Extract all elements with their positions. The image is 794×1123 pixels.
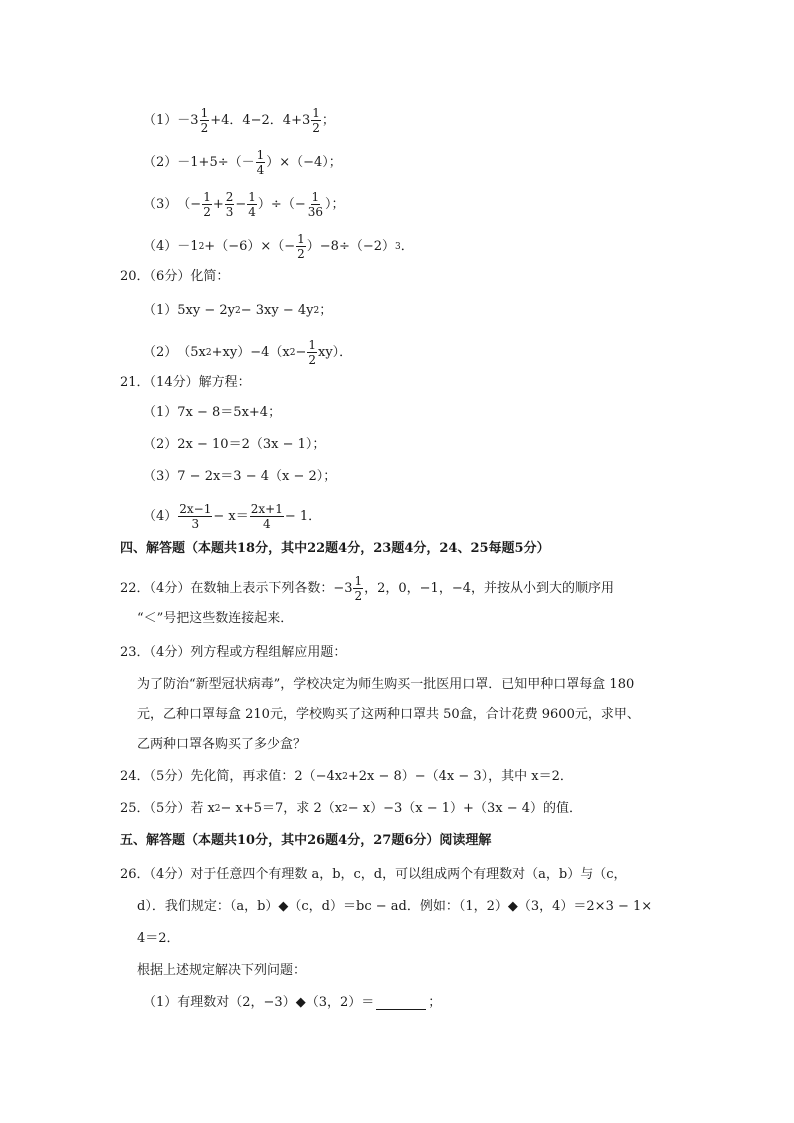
q23-line3: 乙两种口罩各购买了多少盒？: [137, 737, 307, 752]
fraction: $\frac{1}{2}$: [308, 338, 316, 367]
q20-part2: （2） （5x 2 +xy）−4（x 2 − $\frac{1}{2}$ xy）．: [143, 338, 353, 367]
section-4-heading: 四、解答题（本题共18分，其中22题4分，23题4分，24、25每题5分）: [120, 541, 550, 556]
q21-part1: （1）7x − 8＝5x+4；: [143, 405, 282, 420]
q21-part3: （3）7 − 2x＝3 − 4（x − 2）；: [143, 469, 337, 484]
q19-part1: （1） －3 $\frac{1}{2}$ +4．4−2．4+3 $\frac{1}{2}$ ；: [143, 106, 335, 135]
fraction: $\frac{1}{2}$: [297, 232, 305, 261]
q24: 24．（5分）先化简，再求值：2（−4x 2 +2x − 8）−（4x − 3），其中 x＝2．: [120, 769, 573, 784]
fraction: $\frac{1}{4}$: [248, 190, 256, 219]
q26-line1: 26．（4分）对于任意四个有理数 a，b，c，d，可以组成两个有理数对（a，b）与（c，: [120, 867, 627, 882]
q23-line2: 元，乙种口罩每盒 210元，学校购买了这两种口罩共 50盒，合计花费 9600元，求甲、: [137, 707, 640, 722]
fraction: $\frac{2}{3}$: [225, 190, 234, 219]
fraction: $\frac{2x+1}{4}$: [250, 502, 283, 531]
expr-text: －1+5÷（－: [177, 154, 255, 170]
fraction: $\frac{1}{2}$: [203, 190, 211, 219]
q22-line1: 22．（4分）在数轴上表示下列各数：−3 $\frac{1}{2}$ ，2，0，−1，−4，并按从小到大的顺序用: [120, 574, 614, 603]
fraction: $\frac{2x-1}{3}$: [179, 502, 212, 531]
q19-part2: [143, 148, 342, 177]
fraction: $\frac{1}{2}$: [354, 574, 363, 603]
q26-part1: （1）有理数对（2，−3）◆（3，2）＝ ；: [143, 995, 442, 1010]
q23-title: 23．（4分）列方程或方程组解应用题：: [120, 645, 347, 660]
q21-part2: （2）2x − 10＝2（3x − 1）；: [143, 437, 326, 452]
fraction: $\frac{1}{4}$: [256, 148, 265, 177]
q22-line2: “＜”号把这些数连接起来．: [137, 611, 294, 626]
q26-line3: 4＝2．: [137, 931, 180, 946]
expr-text: +4．4−2．4+3: [210, 112, 311, 128]
fraction: $\frac{1}{2}$: [312, 106, 320, 135]
q26-line4: 根据上述规定解决下列问题：: [137, 963, 307, 978]
answer-blank[interactable]: [376, 997, 426, 1010]
part-label: （4）: [143, 238, 178, 254]
q21-part4: （4） $\frac{2x-1}{3}$ − x＝ $\frac{2x+1}{4}$ − 1．: [143, 502, 322, 531]
q25: 25．（5分）若 x 2 − x+5＝7，求 2（x 2 − x）−3（x − 1）+（3x − 4）的值．: [120, 801, 582, 816]
expr-text: －3: [177, 112, 199, 128]
q19-part3: （3） （− $\frac{1}{2}$ + $\frac{2}{3}$ − $\frac{1}{4}$ ）÷（− $\frac{1}{36}$ ）；: [143, 190, 345, 219]
q20-part1: （1） 5xy − 2y 2 − 3xy − 4y 2 ；: [143, 303, 333, 318]
q21-title: 21．（14分）解方程：: [120, 375, 251, 390]
part-label: （3）: [143, 196, 178, 212]
q23-line1: 为了防治“新型冠状病毒”，学校决定为师生购买一批医用口罩．已知甲种口罩每盒 180: [137, 677, 635, 692]
part-label: （1）: [143, 112, 178, 128]
part-label: （2）: [143, 154, 178, 170]
expr-text: ）×（−4）；: [266, 154, 342, 170]
section-5-heading: 五、解答题（本题共10分，其中26题4分，27题6分）阅读理解: [120, 833, 492, 848]
q19-part4: （4） －1 2 +（−6）×（− $\frac{1}{2}$ ）−8÷（−2） 3 ．: [143, 232, 414, 261]
fraction: $\frac{1}{36}$: [307, 190, 323, 219]
fraction: $\frac{1}{2}$: [200, 106, 209, 135]
q20-title: 20．（6分）化简：: [120, 269, 230, 284]
q26-line2: d）．我们规定：（a，b）◆（c，d）＝bc − ad．例如：（1，2）◆（3，4）＝2×3 − 1×: [137, 899, 653, 914]
